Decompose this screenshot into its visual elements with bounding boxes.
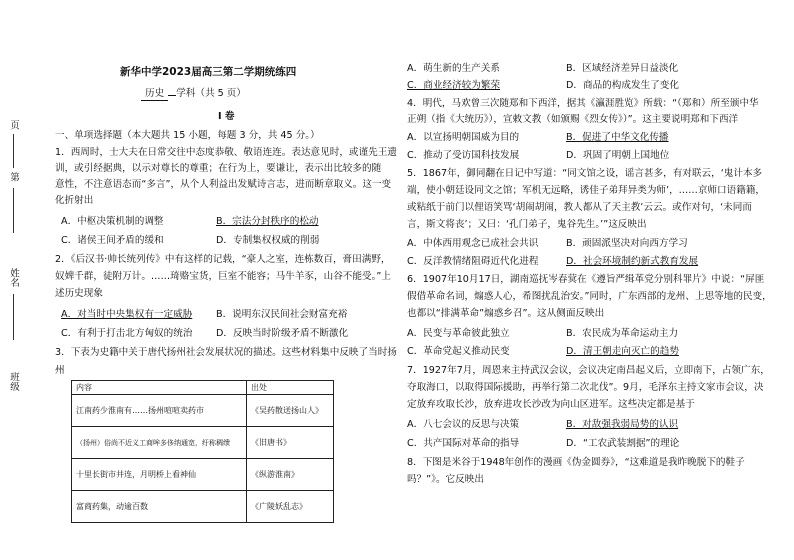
q7-stem-line: 夺取海口，以取得国际援助，再举行第二次北伐”。9月，毛泽东主持文家市会议，决	[407, 382, 764, 393]
sidebar-name-label: 姓名	[8, 268, 19, 287]
sidebar-dash-1	[13, 134, 14, 168]
q5-stem-line: 或粘纸于前门以俚语笑骂‘胡闹胡闹，教人都从了天主教’云云。或作对句，‘未同而	[407, 202, 752, 213]
q2-stem-line: 奴婢千群，徒附万计。……琦赂宝货，巨室不能容；马牛羊豕，山谷不能受。”上	[55, 271, 391, 282]
table-header-source: 出处	[247, 381, 334, 395]
q2-stem-line: 述历史现象	[55, 288, 103, 299]
q2-option-b: B．说明东汉民间社会财富充裕	[216, 309, 348, 320]
q3-stem-line: 3．下表为史籍中关于唐代扬州社会发展状况的描述。这些材料集中反映了当时扬	[55, 347, 397, 358]
q1-option-a: A．中枢决策机制的调整	[61, 216, 164, 227]
exam-title: 新华中学2023届高三第二学期统练四	[120, 66, 297, 78]
q6-stem-line: 也都以“排满革命”煽惑乡召”。这从侧面反映出	[407, 308, 605, 319]
table-header-content: 内容	[72, 381, 247, 395]
q5-stem-line: 5．1867年，御同翻在日记中写道：“同文馆之设，谣言甚多，有对联云，‘鬼计本多	[407, 168, 763, 179]
q1-stem-line: 1．西周时，士大夫在日常交往中态度恭敬、敬语连连。表达意见时，或谨先王遗	[55, 147, 397, 158]
q5-option-d: D．社会环境制约新式教育发展	[566, 256, 699, 267]
q3-option-c: C．商业经济较为繁荣	[407, 80, 501, 91]
q5-stem-line: 言，斯文将丧’；又曰：‘孔门弟子，鬼谷先生。’”这反映出	[407, 219, 647, 230]
sidebar-page-char: 页	[8, 120, 19, 130]
sidebar-class-label: 班级	[8, 372, 19, 391]
q6-stem-line: 假借革命名词，煽惑人心，希图扰乱治安。”同时，广东西部的龙州、上思等地的民变，	[407, 291, 772, 302]
q1-option-d: D．专制集权权威的削弱	[216, 235, 320, 246]
q1-option-c: C．诸侯王间矛盾的缓和	[61, 235, 164, 246]
q4-option-c: C．推动了受访国科技发展	[407, 150, 520, 161]
q4-stem-line: 正朔（指《大统历》），宣敕文教（如颁赐《烈女传》）”。这主要说明郑和下西洋	[407, 114, 739, 125]
q6-option-a: A．民变与革命彼此独立	[407, 328, 510, 339]
table-cell-content: 富商药集，动逾百数	[72, 491, 247, 523]
q5-option-b: B．顽固派坚决对向西方学习	[566, 238, 688, 249]
q1-stem-line: 化折射出	[55, 195, 94, 206]
sidebar-dash-2	[13, 188, 14, 233]
q2-option-c: C．有利于打击北方匈奴的统治	[61, 328, 193, 339]
q6-option-b: B．农民成为革命运动主力	[566, 328, 679, 339]
table-cell-source: 《旧唐书》	[247, 427, 334, 459]
q3-option-a: A．萌生新的生产关系	[407, 63, 500, 74]
q7-option-a: A．八七会议的反思与决策	[407, 419, 520, 430]
table-cell-content: 十里长街市井连，月明桥上看神仙	[72, 459, 247, 491]
source-table	[71, 380, 334, 523]
instructions: 一、单项选择题（本大题共 15 小题，每题 3 分，共 45 分。）	[55, 130, 320, 141]
q7-option-d: D．“工农武装割据”的理论	[566, 438, 680, 449]
table-cell-source: 《吴药散送扬山人》	[247, 395, 334, 427]
q3-option-d: D．商品的构成发生了变化	[566, 80, 679, 91]
q6-option-c: C．革命党起义推动民变	[407, 346, 510, 357]
q4-option-b: B．促进了中华文化传播	[566, 132, 669, 143]
sidebar-no-char: 第	[8, 172, 19, 182]
q2-option-d: D．反映当时阶级矛盾不断激化	[216, 328, 349, 339]
q5-option-a: A．中体西用观念已成社会共识	[407, 238, 539, 249]
q3-stem-line: 州	[55, 365, 65, 376]
q3-option-b: B．区域经济差异日益淡化	[566, 63, 679, 74]
q1-stem-line: 训，或引经据典，以示对尊长的尊重；在行为上，要谦让，表示出比较多的随	[55, 163, 382, 174]
q4-stem-line: 4．明代，马欢曾三次随郑和下西洋，据其《瀛涯胜览》所载：“（郑和）所至颁中华	[407, 98, 759, 109]
q6-option-d: D．清王朝走向灭亡的趋势	[566, 346, 679, 357]
table-cell-content: 江南药少淮南有……扬州喧喧卖药市	[72, 395, 247, 427]
q7-option-c: C．共产国际对革命的指导	[407, 438, 520, 449]
sidebar-dash-3	[13, 294, 14, 340]
q4-option-d: D．巩固了明朝上国地位	[566, 150, 670, 161]
q2-option-a: A．对当时中央集权有一定威胁	[61, 309, 193, 320]
subject-name: 历史	[141, 87, 168, 101]
table-cell-content: （扬州）俗尚不近义工商哞多侈纳通宽，纡称稠缋	[72, 427, 247, 459]
q7-stem-line: 7．1927年7月，周恩来主持武汉会议，会议决定南昌起义后，立即南下，占领广东，	[407, 365, 770, 376]
table-row	[72, 459, 334, 491]
q7-option-b: B．对敌强我弱局势的认识	[566, 419, 679, 430]
table-cell-source: 《纵游淮南》	[247, 459, 334, 491]
q5-stem-line: 端，使小朝廷设同文之馆；军机无远略，诱佳子弟拜异类为师’，……京师口语籍籍，	[407, 185, 766, 196]
section-title: I 卷	[218, 111, 235, 122]
q8-stem-line: 8．下图是米谷于1948年创作的漫画《伪金圆券》，“这难道是我昨晚脱下的鞋子	[407, 457, 745, 468]
subject-line	[141, 87, 246, 101]
subject-suffix: 学科（共 5 页）	[176, 88, 246, 99]
q4-option-a: A．以宣扬明朝国威为目的	[407, 132, 520, 143]
table-cell-source: 《广陵妖乱志》	[247, 491, 334, 523]
q2-stem-line: 2．《后汉书·帅长统列传》中有这样的记载，“豪人之室，连栋数百，膏田满野，	[55, 254, 391, 265]
q8-stem-line: 吗？”》。它反映出	[407, 474, 484, 485]
table-header-row	[72, 381, 334, 395]
q6-stem-line: 6．1907年10月17日，湖南巡抚岑春蓂在《遵旨严缉革党分别科罪片》中说：“屏匪	[407, 274, 765, 285]
q5-option-c: C．反洋教情绪阻碍近代化进程	[407, 256, 539, 267]
q7-stem-line: 定放弃攻取长沙，放弃进攻长沙改为向山区进军。这些决定都是基于	[407, 399, 695, 410]
q1-stem-line: 意性，不注意语态而“多言”，从个人利益出发赋诗言志，进而断章取义。这一变	[55, 179, 392, 190]
q1-option-b: B．宗法分封秩序的松动	[216, 216, 319, 227]
table-row	[72, 491, 334, 523]
table-row	[72, 395, 334, 427]
table-row	[72, 427, 334, 459]
